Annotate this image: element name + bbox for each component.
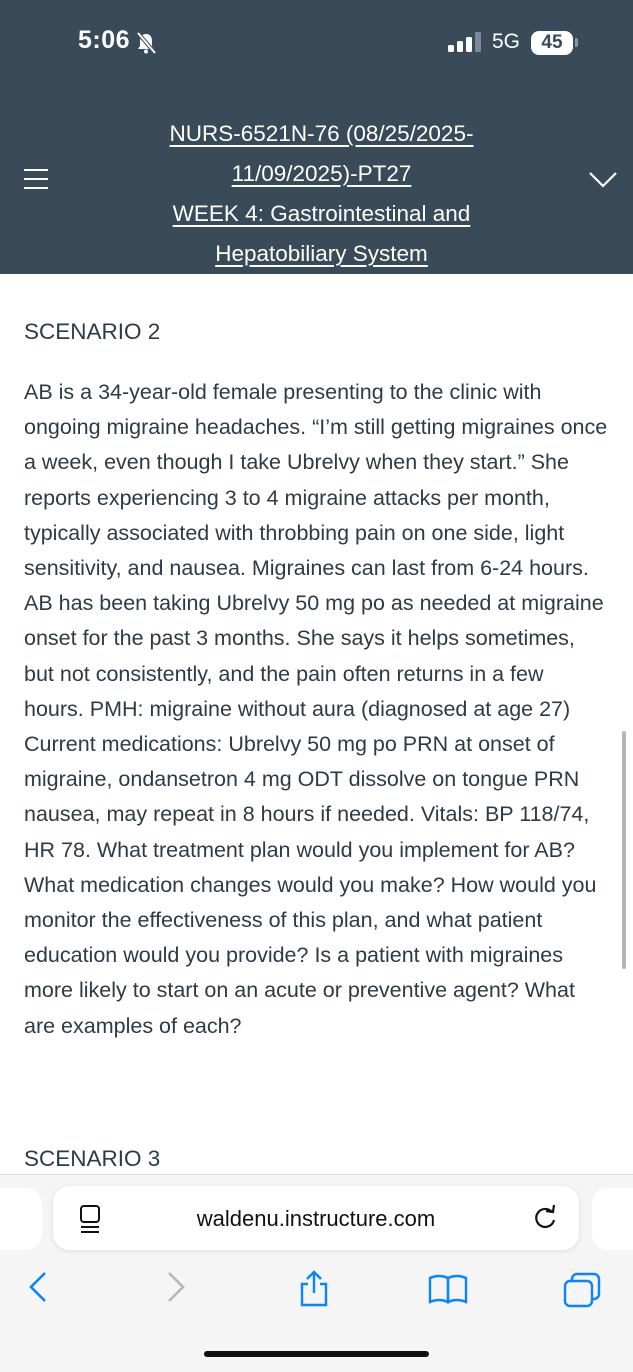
next-tab-preview[interactable]	[592, 1188, 633, 1250]
signal-icon	[448, 32, 482, 52]
scenario-3-heading: SCENARIO 3	[24, 1146, 161, 1171]
status-time: 5:06	[78, 26, 131, 54]
previous-tab-preview[interactable]	[0, 1188, 42, 1250]
chevron-down-icon[interactable]	[588, 171, 618, 189]
bookmarks-icon[interactable]	[428, 1274, 468, 1304]
scenario-2-text: AB is a 34-year-old female presenting to the clinic with ongoing migraine headaches. “I’m still getting migraines once a week, even though I take Ubrelvy when they start.” She reports experiencing 3 to 4 migraine attacks per month, typically associated with throbbing pain on one side, light sensitivity, and nausea. Migraines can last from 6-24 hours. AB has been taking Ubrelvy 50 mg po as needed at migraine onset for the past 3 months. She says it helps sometimes, but not consistently, and the pain often returns in a few hours. PMH: migraine without aura (diagnosed at age 27) Current medications: Ubrelvy 50 mg po PRN at onset of migraine, ondansetron 4 mg ODT dissolve on tongue PRN nausea, may repeat in 8 hours if needed. Vitals: BP 118/74, HR 78. What treatment plan would you implement for AB? What medication changes would you make? How would you monitor the effectiveness of this plan, and what patient education would you provide? Is a patient with migraines more likely to start on an acute or preventive agent? What are examples of each?	[24, 380, 608, 1038]
url-text[interactable]: waldenu.instructure.com	[196, 1206, 436, 1231]
battery-indicator: 45	[531, 31, 573, 55]
reload-icon[interactable]	[533, 1204, 557, 1230]
back-icon[interactable]	[28, 1271, 48, 1303]
scrollbar[interactable]	[622, 731, 626, 969]
page-content	[24, 316, 609, 1044]
home-indicator	[204, 1351, 429, 1357]
tabs-icon[interactable]	[563, 1272, 601, 1308]
forward-icon[interactable]	[166, 1271, 186, 1303]
course-link-line2[interactable]: 11/09/2025)-PT27	[231, 161, 412, 186]
scenario-2-heading: SCENARIO 2	[24, 319, 161, 344]
course-breadcrumb	[110, 114, 533, 274]
battery-tip	[575, 38, 578, 47]
browser-toolbar	[0, 1174, 633, 1372]
week-link-line2[interactable]: Hepatobiliary System	[215, 241, 428, 266]
week-link-line1[interactable]: WEEK 4: Gastrointestinal and	[172, 201, 471, 226]
hamburger-menu-icon[interactable]	[24, 168, 48, 190]
course-link-line1[interactable]: NURS-6521N-76 (08/25/2025-	[169, 121, 474, 146]
share-icon[interactable]	[298, 1269, 330, 1307]
course-header	[0, 0, 633, 274]
network-type: 5G	[492, 30, 521, 53]
bell-muted-icon	[136, 32, 156, 54]
address-bar[interactable]	[53, 1186, 579, 1250]
